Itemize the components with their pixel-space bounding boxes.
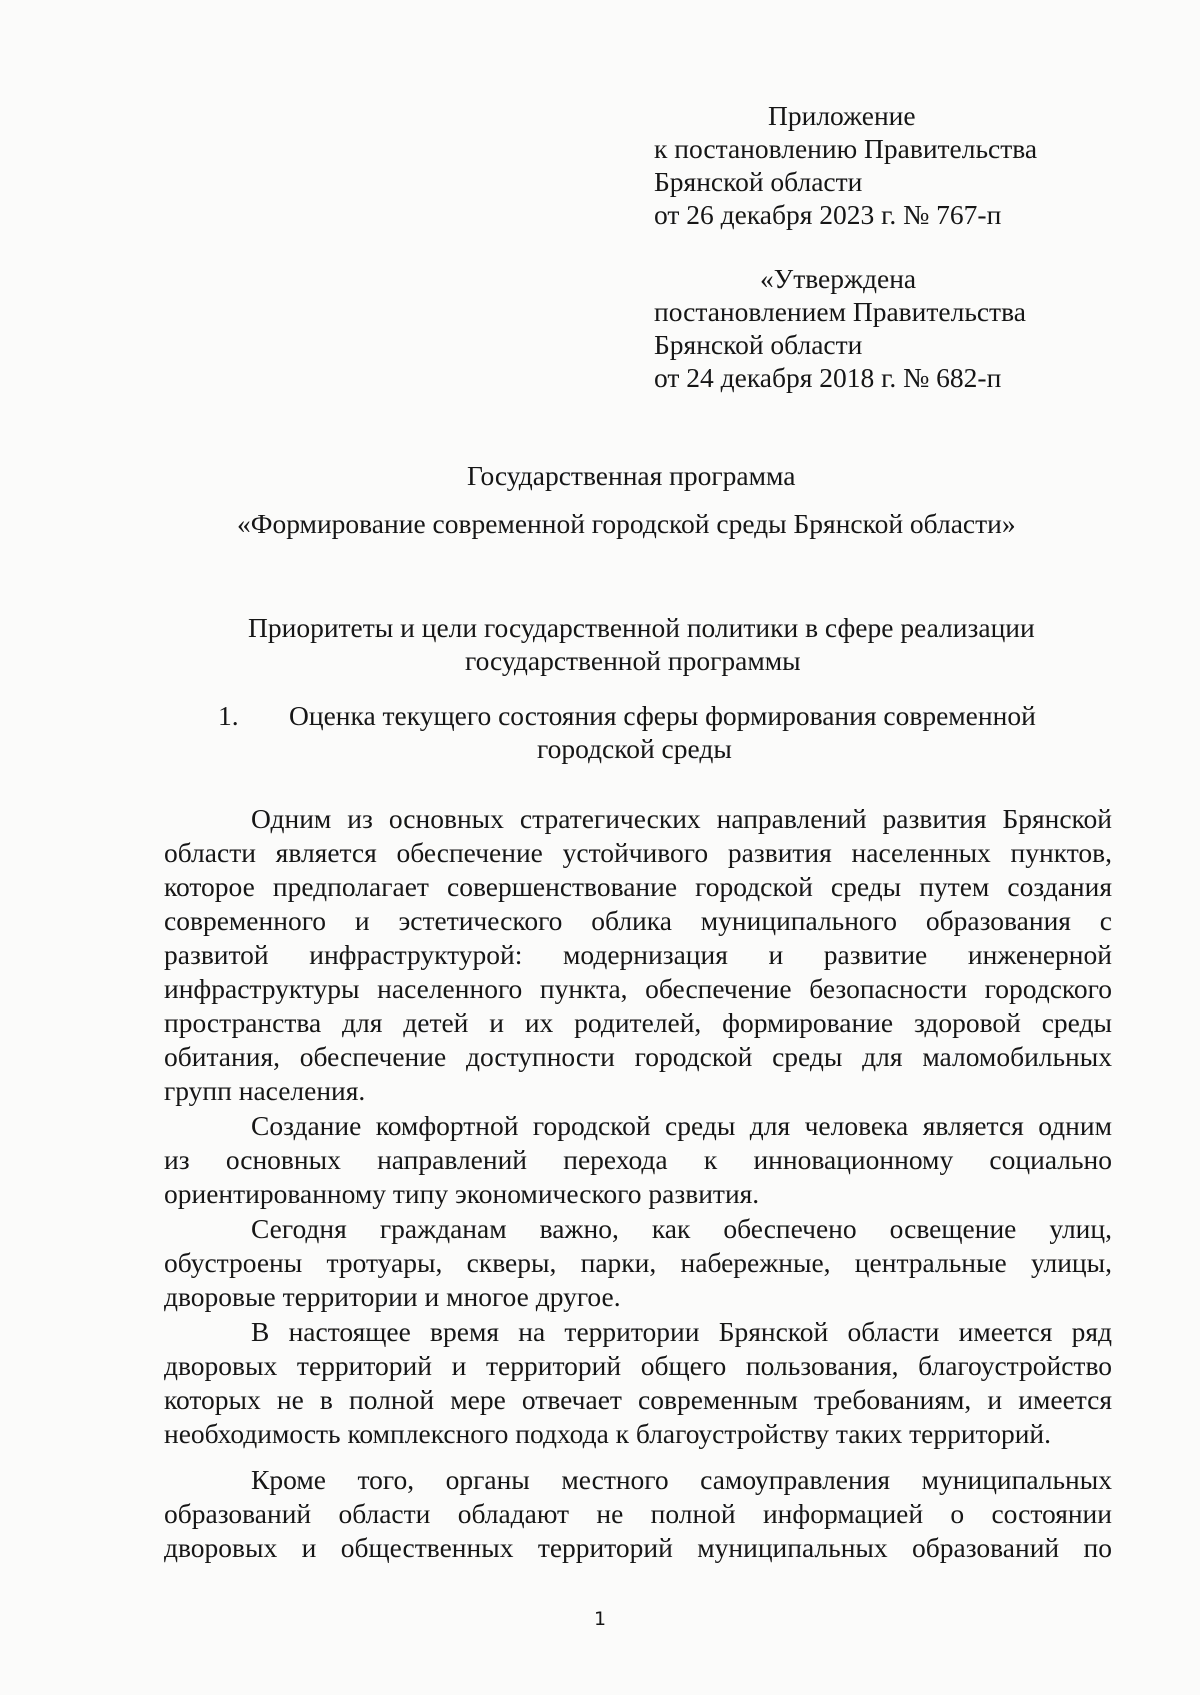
body-line: Создание комфортной городской среды для человека является одним bbox=[251, 1110, 1112, 1141]
appendix-reference: к постановлению Правительства bbox=[654, 133, 1038, 164]
program-name: «Формирование современной городской среды Брянской области» bbox=[237, 508, 1016, 539]
body-line: обустроены тротуары, скверы, парки, набережные, центральные улицы, bbox=[164, 1247, 1112, 1278]
body-line: из основных направлений перехода к инновационному социально bbox=[164, 1144, 1112, 1175]
approval-reference: постановлением Правительства bbox=[654, 296, 1026, 327]
body-line: Сегодня гражданам важно, как обеспечено освещение улиц, bbox=[251, 1213, 1112, 1244]
body-line: необходимость комплексного подхода к благоустройству таких территорий. bbox=[164, 1418, 1052, 1449]
body-line: которых не в полной мере отвечает современным требованиям, и имеется bbox=[164, 1384, 1112, 1415]
body-line: современного и эстетического облика муниципального образования с bbox=[164, 905, 1112, 936]
priorities-heading-line-1: Приоритеты и цели государственной политики в сфере реализации bbox=[248, 612, 1035, 643]
body-line: развитой инфраструктурой: модернизация и развитие инженерной bbox=[164, 939, 1112, 970]
section-title-line-1: Оценка текущего состояния сферы формирования современной bbox=[289, 700, 1036, 731]
body-line: групп населения. bbox=[164, 1075, 366, 1106]
approval-label: «Утверждена bbox=[760, 263, 917, 294]
appendix-date-number: от 26 декабря 2023 г. № 767-п bbox=[654, 199, 1002, 230]
body-line: дворовых территорий и территорий общего пользования, благоустройство bbox=[164, 1350, 1112, 1381]
body-line: инфраструктуры населенного пункта, обеспечение безопасности городского bbox=[164, 973, 1112, 1004]
section-number: 1. bbox=[218, 700, 239, 731]
body-line: Одним из основных стратегических направлений развития Брянской bbox=[251, 803, 1112, 834]
body-line: ориентированному типу экономического развития. bbox=[164, 1178, 760, 1209]
body-line: В настоящее время на территории Брянской области имеется ряд bbox=[251, 1316, 1112, 1347]
body-line: пространства для детей и их родителей, формирование здоровой среды bbox=[164, 1007, 1112, 1038]
program-title: Государственная программа bbox=[467, 460, 796, 491]
section-title-line-2: городской среды bbox=[537, 733, 732, 764]
appendix-label: Приложение bbox=[768, 100, 916, 131]
body-line: дворовых и общественных территорий муниципальных образований по bbox=[164, 1532, 1112, 1563]
body-line: которое предполагает совершенствование городской среды путем создания bbox=[164, 871, 1112, 902]
body-line: образований области обладают не полной информацией о состоянии bbox=[164, 1498, 1112, 1529]
body-line: области является обеспечение устойчивого развития населенных пунктов, bbox=[164, 837, 1112, 868]
body-line: обитания, обеспечение доступности городской среды для маломобильных bbox=[164, 1041, 1112, 1072]
body-line: дворовые территории и многое другое. bbox=[164, 1281, 621, 1312]
body-line: Кроме того, органы местного самоуправления муниципальных bbox=[251, 1464, 1112, 1495]
priorities-heading-line-2: государственной программы bbox=[465, 645, 801, 676]
page-number: 1 bbox=[593, 1608, 607, 1630]
approval-date-number: от 24 декабря 2018 г. № 682-п bbox=[654, 362, 1002, 393]
approval-region: Брянской области bbox=[654, 329, 863, 360]
appendix-region: Брянской области bbox=[654, 166, 863, 197]
